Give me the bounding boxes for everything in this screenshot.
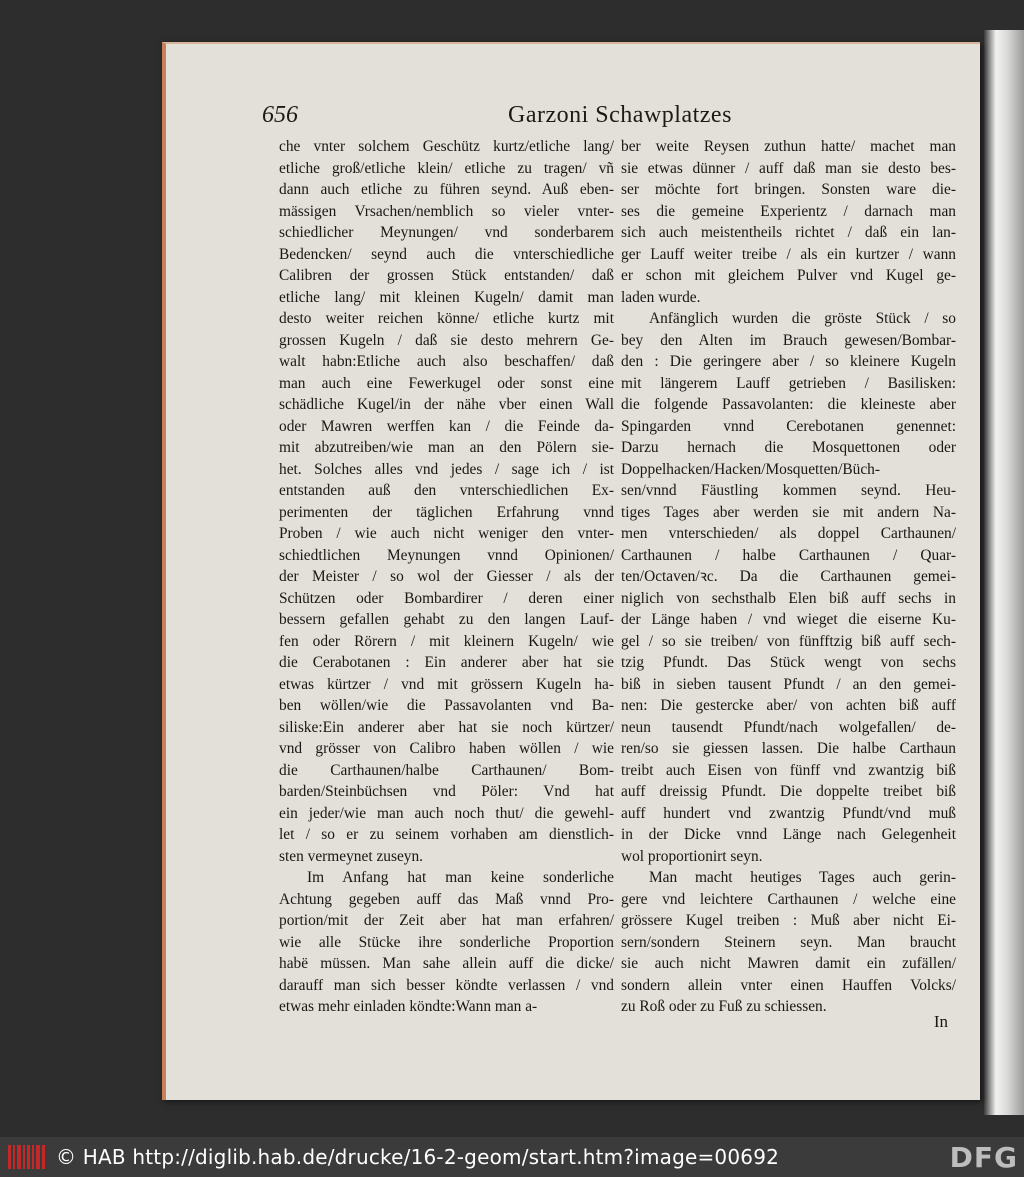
text-line: ger Lauff weiter treibe / als ein kurtzer / wann bbox=[621, 245, 956, 263]
text-line: die Cerabotanen : Ein anderer aber hat sie bbox=[279, 654, 614, 671]
text-line: walt habn:Etliche auch also beschaffen/ daß bbox=[279, 353, 614, 370]
text-line: tiges Tages aber werden sie mit andern Na- bbox=[621, 503, 956, 521]
text-line: barden/Steinbüchsen vnd Pöler: Vnd hat bbox=[279, 783, 614, 800]
text-line: men vnterschieden/ als doppel Carthaunen/ bbox=[621, 525, 956, 542]
text-line: oder Mawren werffen kan / die Feinde da- bbox=[279, 417, 614, 435]
text-line: neun tausendt Pfundt/nach wolgefallen/ de- bbox=[621, 718, 956, 736]
text-column-left bbox=[279, 136, 614, 1018]
text-line: etwas kürtzer / vnd mit grössern Kugeln ha- bbox=[279, 675, 614, 693]
text-line: ser möchte fort bringen. Sonsten ware die- bbox=[621, 181, 956, 198]
text-line: Anfänglich wurden die gröste Stück / so bbox=[649, 310, 956, 327]
text-line: Carthaunen / halbe Carthaunen / Quar- bbox=[621, 546, 956, 564]
text-line: ren/so sie giessen lassen. Die halbe Carthaun bbox=[621, 740, 956, 757]
text-line: auff hundert vnd zwantzig Pfundt/vnd muß bbox=[621, 804, 956, 822]
text-line: schädliche Kugel/in der nähe vber einen Wall bbox=[279, 396, 614, 413]
text-line: ten/Octaven/ꝛc. Da die Carthaunen gemei- bbox=[621, 568, 956, 585]
text-line: grössere Kugel treiben : Muß aber nicht Ei- bbox=[621, 912, 956, 929]
book-page bbox=[162, 42, 980, 1100]
text-line: portion/mit der Zeit aber hat man erfahren/ bbox=[279, 912, 614, 929]
text-line: tzig Pfundt. Das Stück wengt von sechs bbox=[621, 654, 956, 671]
dfg-logo: DFG bbox=[949, 1141, 1018, 1174]
text-line: vnd grösser von Calibro haben wöllen / wie bbox=[279, 740, 614, 757]
text-line: Spingarden vnnd Cerebotanen genennet: bbox=[621, 417, 956, 435]
text-line: etwas mehr einladen köndte:Wann man a- bbox=[279, 998, 538, 1015]
text-line: het. Solches alles vnd jedes / sage ich / ist bbox=[279, 460, 614, 478]
text-line: sondern allein vnter einen Hauffen Volcks/ bbox=[621, 976, 956, 994]
text-line: gere vnd leichtere Carthaunen / welche eine bbox=[621, 890, 956, 908]
text-line: der Länge haben / vnd wieget die eiserne Ku- bbox=[621, 611, 956, 628]
footer-bar bbox=[0, 1137, 1024, 1177]
text-line: in der Dicke vnnd Länge nach Gelegenheit bbox=[621, 826, 956, 843]
text-line: der Meister / so wol der Giesser / als der bbox=[279, 568, 614, 585]
text-line: auff dreissig Pfundt. Die doppelte treibet biß bbox=[621, 783, 956, 800]
text-line: bessern gefallen gehabt zu den langen Lauf- bbox=[279, 611, 614, 628]
text-line: desto weiter reichen könne/ etliche kurtz mit bbox=[279, 310, 614, 327]
text-line: bey den Alten im Brauch gewesen/Bombar- bbox=[621, 331, 956, 349]
text-line: die folgende Passavolanten: die kleineste aber bbox=[621, 396, 956, 413]
text-line: wol proportionirt seyn. bbox=[621, 847, 763, 865]
running-title: Garzoni Schawplatzes bbox=[508, 102, 732, 128]
text-line: nen: Die gestercke aber/ von achten biß auff bbox=[621, 697, 956, 714]
text-line: biß in sieben tausent Pfundt / an den gemei- bbox=[621, 675, 956, 693]
text-line: schiedtlichen Meynungen vnnd Opinionen/ bbox=[279, 546, 614, 564]
text-column-right bbox=[621, 136, 956, 1018]
running-head bbox=[262, 102, 944, 132]
text-line: ein jeder/wie man auch noch thut/ die gewehl- bbox=[279, 804, 614, 822]
text-line: Calibren der grossen Stück entstanden/ daß bbox=[279, 267, 614, 284]
text-line: gel / so sie treiben/ von fünfftzig biß auff sech- bbox=[621, 632, 956, 650]
text-line: siliske:Ein anderer aber hat sie noch kürtzer/ bbox=[279, 718, 614, 736]
page-number: 656 bbox=[262, 102, 298, 128]
text-line: Man macht heutiges Tages auch gerin- bbox=[649, 869, 956, 886]
text-line: sten vermeynet zuseyn. bbox=[279, 847, 424, 865]
text-line: Proben / wie auch nicht weniger den vnter- bbox=[279, 525, 614, 542]
text-line: sen/vnnd Fäustling kommen seynd. Heu- bbox=[621, 482, 956, 499]
book-fore-edge bbox=[984, 30, 1024, 1115]
text-line: mit längerem Lauff getrieben / Basilisken: bbox=[621, 374, 956, 392]
text-line: let / so er zu seinem vorhaben am dienstlich- bbox=[279, 826, 614, 843]
text-line: niglich von sechsthalb Elen biß auff sechs in bbox=[621, 589, 956, 607]
text-line: Im Anfang hat man keine sonderliche bbox=[307, 869, 614, 886]
text-line: dann auch etliche zu führen seynd. Auß eben- bbox=[279, 181, 614, 198]
text-line: entstanden auß den vnterschiedlichen Ex- bbox=[279, 482, 614, 499]
text-line: fen oder Rörern / mit kleinern Kugeln/ wie bbox=[279, 632, 614, 650]
text-line: habë müssen. Man sahe allein auff die dicke/ bbox=[279, 955, 614, 972]
text-line: zu Roß oder zu Fuß zu schiessen. bbox=[621, 998, 827, 1015]
text-line: wie alle Stücke ihre sonderliche Proportion bbox=[279, 933, 614, 951]
text-line: Achtung gegeben auff das Maß vnnd Pro- bbox=[279, 890, 614, 908]
text-line: grossen Kugeln / daß sie desto mehrern Ge- bbox=[279, 331, 614, 349]
text-line: etliche groß/etliche klein/ etliche zu tragen/ vñ bbox=[279, 159, 614, 177]
red-barcode-icon bbox=[8, 1145, 46, 1169]
text-line: sie etwas dünner / auff daß man sie desto bes- bbox=[621, 159, 956, 177]
text-line: etliche lang/ mit kleinen Kugeln/ damit man bbox=[279, 288, 614, 306]
text-line: ben wöllen/wie die Passavolanten vnd Ba- bbox=[279, 697, 614, 714]
text-line: perimenten der täglichen Erfahrung vnnd bbox=[279, 503, 614, 521]
text-line: mit abzutreiben/wie man an den Pölern sie- bbox=[279, 439, 614, 456]
text-line: den : Die geringere aber / so kleinere Kugeln bbox=[621, 353, 956, 370]
catchword: In bbox=[933, 1012, 948, 1031]
text-line: Doppelhacken/Hacken/Mosquetten/Büch- bbox=[621, 460, 880, 478]
copyright-url-link[interactable]: © HAB http://diglib.hab.de/drucke/16-2-geom/start.htm?image=00692 bbox=[56, 1145, 780, 1169]
text-line: schiedlicher Meynungen/ vnd sonderbarem bbox=[279, 224, 614, 241]
text-line: Schützen oder Bombardirer / deren einer bbox=[279, 589, 614, 607]
text-line: ber weite Reysen zuthun hatte/ machet man bbox=[621, 138, 956, 155]
text-line: sich auch meistentheils richtet / daß ein lan- bbox=[621, 224, 956, 241]
text-line: Bedencken/ seynd auch die vnterschiedliche bbox=[279, 245, 614, 263]
text-line: treibt auch Eisen von fünff vnd zwantzig biß bbox=[621, 761, 956, 779]
text-line: die Carthaunen/halbe Carthaunen/ Bom- bbox=[279, 761, 614, 779]
text-line: er schon mit gleichem Pulver vnd Kugel ge- bbox=[621, 267, 956, 284]
text-line: mässigen Vrsachen/nemblich so vieler vnter- bbox=[279, 202, 614, 220]
text-line: darauff man sich besser köndte verlassen / vnd bbox=[279, 976, 614, 994]
text-line: che vnter solchem Geschütz kurtz/etliche lang/ bbox=[279, 138, 614, 155]
text-line: man auch eine Fewerkugel oder sonst eine bbox=[279, 374, 614, 392]
text-line: ses die gemeine Experientz / darnach man bbox=[621, 202, 956, 220]
text-line: sie auch nicht Mawren damit ein zufällen/ bbox=[621, 955, 956, 972]
text-line: Darzu hernach die Mosquettonen oder bbox=[621, 439, 956, 456]
text-line: sern/sondern Steinern seyn. Man braucht bbox=[621, 933, 956, 951]
text-line: laden wurde. bbox=[621, 288, 701, 306]
